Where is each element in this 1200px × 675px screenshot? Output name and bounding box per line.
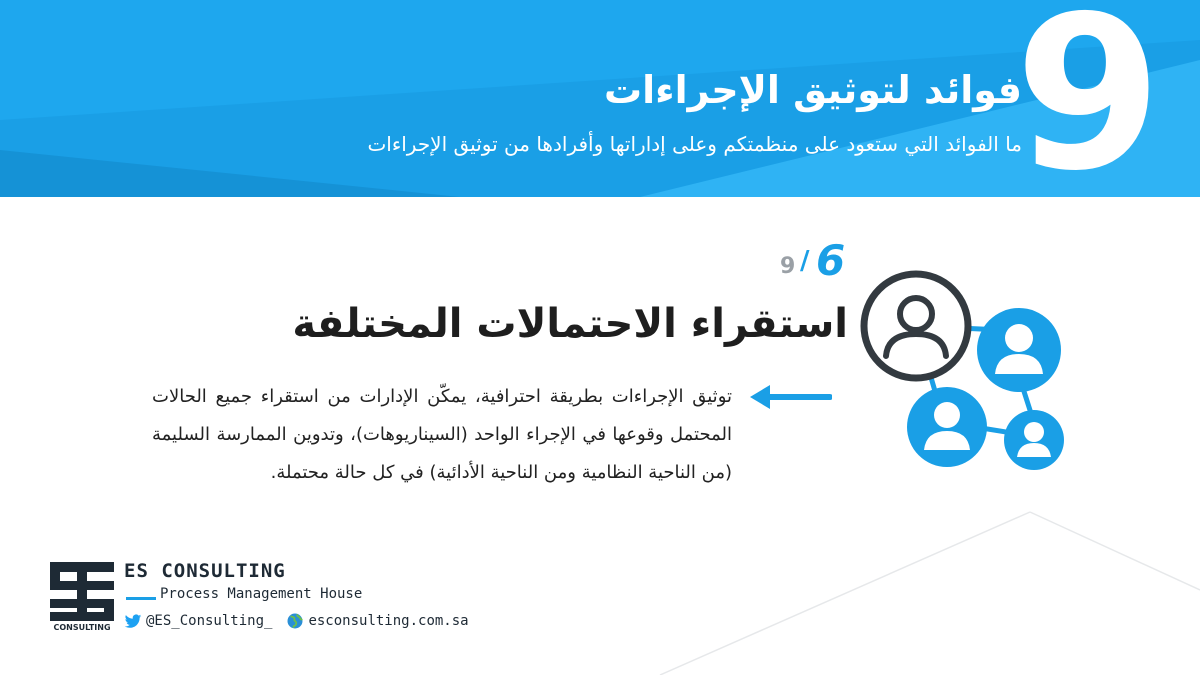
website-link[interactable]: esconsulting.com.sa (308, 613, 469, 629)
section-title: استقراء الاحتمالات المختلفة (292, 301, 848, 347)
brand-accent-dash (126, 597, 156, 600)
counter-separator: / (800, 246, 810, 276)
counter-total: 9 (780, 254, 796, 279)
globe-icon (286, 612, 304, 630)
logo-caption: CONSULTING (53, 623, 111, 632)
twitter-icon[interactable] (124, 612, 142, 630)
social-links (124, 610, 469, 632)
section-body: توثيق الإجراءات بطريقة احترافية، يمكّن الإدارات من استقراء جميع الحالات المحتمل وقوعها في الإجراء الواحد (السيناريوهات)، وتدوين الممارسة السليمة (من الناحية النظامية ومن الناحية الأدائية) في كل حالة محتملة. (152, 386, 732, 483)
page-title: فوائد لتوثيق الإجراءات (603, 68, 1022, 112)
brand-name: ES CONSULTING (124, 560, 286, 582)
slide-counter (780, 236, 850, 288)
people-network-icon (852, 262, 1072, 480)
counter-current: 6 (816, 236, 846, 285)
brand-tagline: Process Management House (160, 586, 363, 602)
big-number: 9 (1014, 0, 1162, 197)
page-subtitle: ما الفوائد التي ستعود على منظمتكم وعلى إداراتها وأفرادها من توثيق الإجراءات (367, 132, 1022, 156)
arrow-left-icon (748, 382, 832, 412)
header-banner (0, 0, 1200, 197)
twitter-handle[interactable]: @ES_Consulting_ (146, 613, 273, 629)
